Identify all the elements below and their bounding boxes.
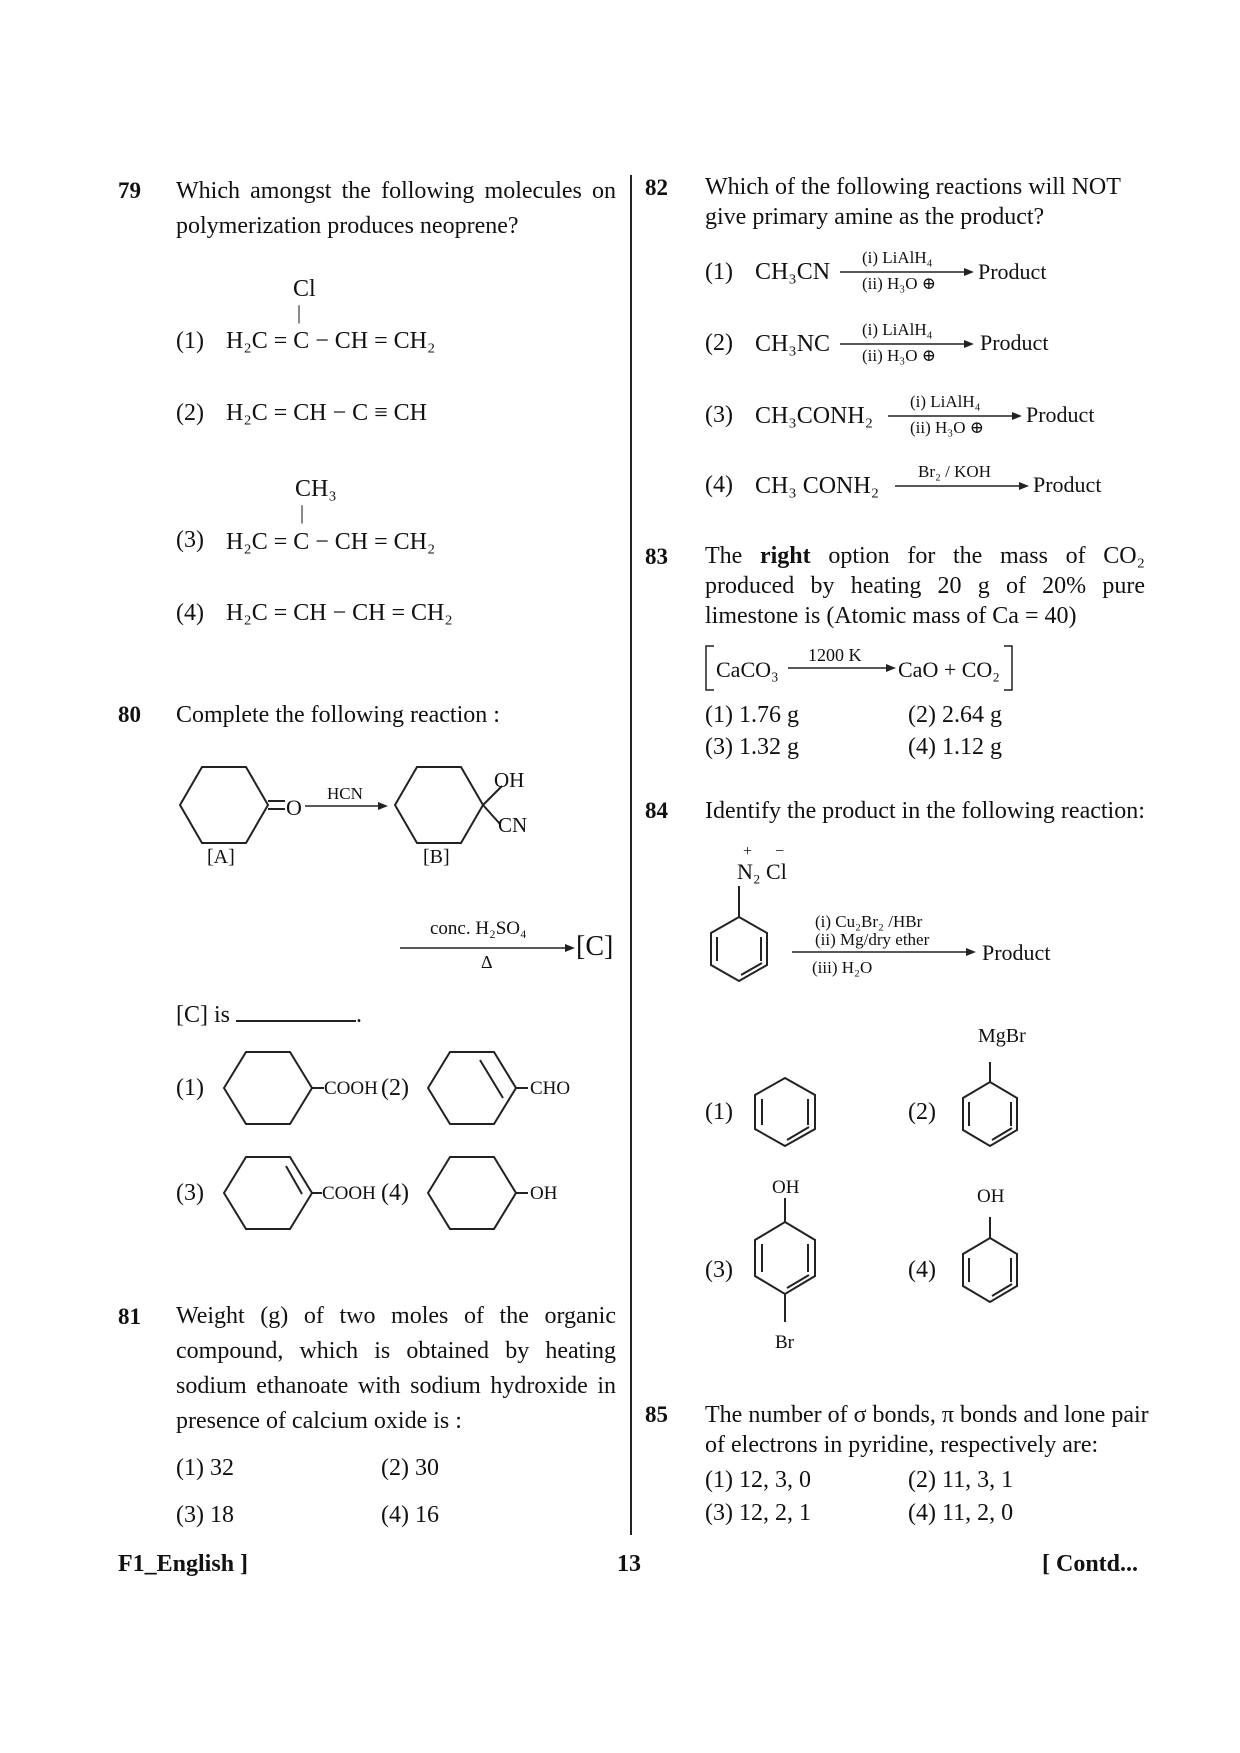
q82-option2-reactant: CH₃NC [755, 331, 831, 357]
q80-option3-label: (3) [176, 1180, 204, 1206]
q82-option3-label: (3) [705, 402, 733, 428]
q84-product: Product [982, 940, 1051, 965]
q85-text: The number of σ bonds, π bonds and lone pair of electrons in pyridine, respectively are: [705, 1402, 1149, 1458]
q82-option2-reagent-bottom: (ii) H₃O ⊕ [862, 346, 936, 365]
q84-option4-label: (4) [908, 1257, 936, 1283]
reagent-heat: Δ [481, 952, 493, 972]
q83-option3: (3) 1.32 g [705, 734, 799, 760]
q82-option3-reactant: CH₃CONH₂ [755, 403, 874, 429]
q84-option1-label: (1) [705, 1099, 733, 1125]
q80-number: 80 [118, 702, 141, 727]
q79-option2-formula: H₂C = CH − C ≡ CH [226, 400, 427, 426]
q84-opt3-ring [755, 1222, 815, 1294]
q82-option4-product: Product [1033, 472, 1102, 497]
q84-option2-label: (2) [908, 1099, 936, 1125]
label-b: [B] [423, 846, 450, 868]
q84-option4-group: OH [977, 1186, 1005, 1207]
q80-text: Complete the following reaction : [176, 702, 500, 728]
q80-option4-group: OH [530, 1183, 558, 1204]
q84-step3: (iii) H₂O [812, 958, 873, 977]
q79-option1-formula: H₂C = C − CH = CH₂ [226, 328, 436, 354]
q84-option2-group: MgBr [978, 1025, 1026, 1047]
product-c: [C] [576, 931, 614, 962]
q82-option1-reactant: CH₃CN [755, 259, 831, 285]
q84-opt1-ring [755, 1078, 815, 1146]
q84-option3-label: (3) [705, 1257, 733, 1283]
diazonium-plus: + [743, 843, 753, 860]
q81-option3: (3) 18 [176, 1502, 234, 1528]
q82-option2-product: Product [980, 330, 1049, 355]
q84-number: 84 [645, 798, 668, 823]
q85-option2: (2) 11, 3, 1 [908, 1467, 1014, 1493]
q82-option3-reagent-bottom: (ii) H₃O ⊕ [910, 418, 984, 437]
q84-step2: (ii) Mg/dry ether [815, 930, 930, 949]
q84-step1: (i) Cu₂Br₂ /HBr [815, 912, 923, 931]
q80-option1-group: COOH [324, 1078, 378, 1099]
q83-option2: (2) 2.64 g [908, 702, 1002, 728]
q82-option3-reagent-top: (i) LiAlH₄ [910, 392, 981, 411]
q81-option1: (1) 32 [176, 1455, 234, 1481]
q84-arrowhead [966, 948, 976, 956]
q84-text: Identify the product in the following reaction: [705, 798, 1145, 824]
reagent-conc-h2so4: conc. H₂SO₄ [430, 918, 527, 939]
q82-number: 82 [645, 175, 668, 200]
q82-option1-reagent-bottom: (ii) H₃O ⊕ [862, 274, 936, 293]
benzene-ring-diazonium [711, 917, 767, 981]
q79-number: 79 [118, 178, 141, 203]
q85-option1: (1) 12, 3, 0 [705, 1467, 811, 1493]
c-is-label: [C] is . [176, 1002, 362, 1028]
q82-option4-reagent-top: Br₂ / KOH [918, 462, 991, 481]
b-oh-label: OH [494, 768, 525, 792]
q83-products: CaO + CO₂ [898, 657, 1000, 682]
q82-option2-label: (2) [705, 330, 733, 356]
q83-option4: (4) 1.12 g [908, 734, 1002, 760]
footer-right: [ Contd... [1042, 1551, 1139, 1577]
q79-option2-label: (2) [176, 400, 204, 426]
q81-text: Weight (g) of two moles of the organic compound, which is obtained by heating sodium ethanoate with sodium hydroxide in presence of calcium oxide is : [176, 1303, 616, 1434]
q84-opt2-ring [963, 1082, 1017, 1146]
q79-option1-bond: | [297, 302, 302, 324]
q85-number: 85 [645, 1402, 668, 1427]
q84-opt4-ring [963, 1238, 1017, 1302]
q79-option3-label: (3) [176, 527, 204, 553]
page-number: 13 [617, 1551, 641, 1577]
footer-left: F1_English ] [118, 1551, 249, 1577]
q84-option3-top-group: OH [772, 1177, 800, 1198]
diazonium-label: N₂ Cl [737, 859, 787, 884]
q80-option2-group: CHO [530, 1078, 571, 1099]
q80-option2-label: (2) [381, 1075, 409, 1101]
q80-option4-label: (4) [381, 1180, 409, 1206]
q79-text: Which amongst the following molecules on polymerization produces neoprene? [176, 178, 616, 239]
q85-option4: (4) 11, 2, 0 [908, 1500, 1014, 1526]
chloride-minus: − [775, 843, 785, 860]
q82-option2-reagent-top: (i) LiAlH₄ [862, 320, 933, 339]
reagent-hcn: HCN [327, 784, 363, 803]
q83-number: 83 [645, 544, 668, 569]
q84-option3-bottom-group: Br [775, 1332, 794, 1353]
b-cn-label: CN [498, 813, 528, 837]
q81-number: 81 [118, 1304, 141, 1329]
q83-text: The right option for the mass of CO₂ produced by heating 20 g of 20% pure limestone is (Atomic mass of Ca = 40) [705, 543, 1146, 629]
ketone-oxygen: O [286, 795, 302, 820]
q83-condition: 1200 K [808, 645, 862, 665]
q79-option3-substituent: CH₃ [295, 476, 337, 502]
q82-option4-reactant: CH₃ CONH₂ [755, 473, 880, 499]
q79-option4-formula: H₂C = CH − CH = CH₂ [226, 600, 453, 626]
q82-text: Which of the following reactions will NOT give primary amine as the product? [705, 174, 1121, 230]
q81-option2: (2) 30 [381, 1455, 439, 1481]
q79-option4-label: (4) [176, 600, 204, 626]
q85-option3: (3) 12, 2, 1 [705, 1500, 811, 1526]
q83-reactant: CaCO₃ [716, 657, 779, 682]
q82-option4-label: (4) [705, 472, 733, 498]
q80-option3-group: COOH [322, 1183, 376, 1204]
q79-option1-label: (1) [176, 328, 204, 354]
q82-option1-reagent-top: (i) LiAlH₄ [862, 248, 933, 267]
q81-option4: (4) 16 [381, 1502, 439, 1528]
q79-option3-formula: H₂C = C − CH = CH₂ [226, 529, 436, 555]
q82-option1-product: Product [978, 259, 1047, 284]
q83-option1: (1) 1.76 g [705, 702, 799, 728]
q82-option1-label: (1) [705, 259, 733, 285]
q79-option1-substituent: Cl [293, 276, 316, 302]
q80-option1-label: (1) [176, 1075, 204, 1101]
q79-option3-bond: | [300, 502, 305, 524]
q82-option3-product: Product [1026, 402, 1095, 427]
label-a: [A] [207, 846, 235, 868]
